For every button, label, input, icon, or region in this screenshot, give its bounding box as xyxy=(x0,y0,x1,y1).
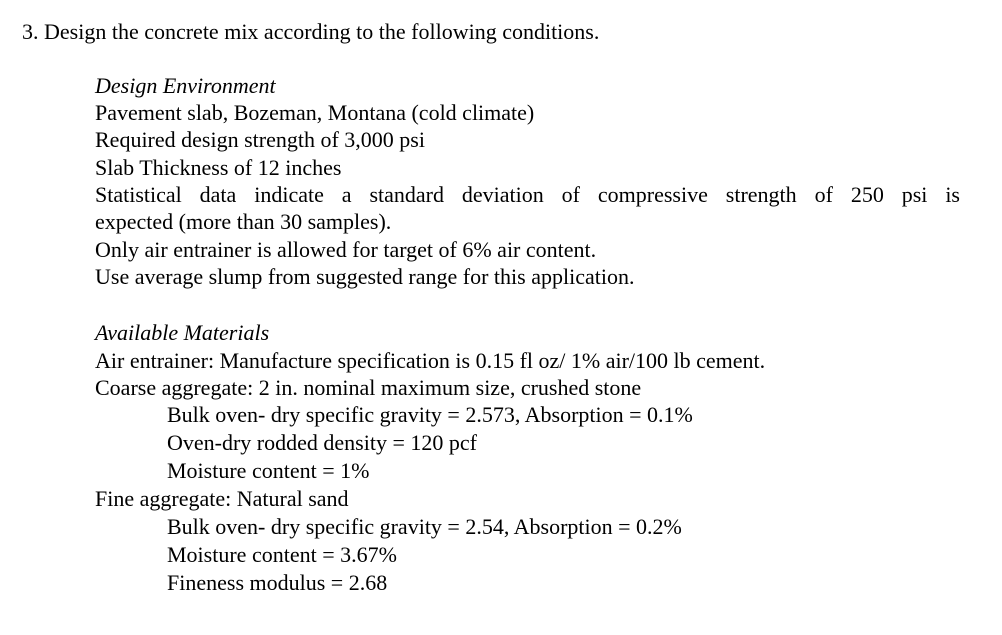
design-line-air: Only air entrainer is allowed for target of 6% air content. xyxy=(95,237,597,262)
statistics-word: Statistical xyxy=(95,182,182,207)
coarse-specific-gravity: Bulk oven- dry specific gravity = 2.573, Absorption = 0.1% xyxy=(167,402,693,427)
design-line-statistics xyxy=(95,181,960,208)
statistics-word: standard xyxy=(369,182,444,207)
statistics-word: 250 xyxy=(850,182,884,207)
statistics-word: a xyxy=(341,182,352,207)
fine-fineness-modulus: Fineness modulus = 2.68 xyxy=(167,570,388,595)
air-entrainer-line: Air entrainer: Manufacture specification is 0.15 fl oz/ 1% air/100 lb cement. xyxy=(95,348,766,373)
statistics-word: of xyxy=(814,182,833,207)
design-line-location: Pavement slab, Bozeman, Montana (cold climate) xyxy=(95,100,535,125)
statistics-word: of xyxy=(561,182,580,207)
statistics-word: strength xyxy=(725,182,797,207)
fine-specific-gravity: Bulk oven- dry specific gravity = 2.54, Absorption = 0.2% xyxy=(167,514,682,539)
design-line-strength: Required design strength of 3,000 psi xyxy=(95,127,425,152)
statistics-word: data xyxy=(199,182,237,207)
statistics-word: deviation xyxy=(461,182,544,207)
question-number: 3. xyxy=(22,19,39,44)
design-line-slump: Use average slump from suggested range for this application. xyxy=(95,264,635,289)
fine-moisture-content: Moisture content = 3.67% xyxy=(167,542,397,567)
design-line-thickness: Slab Thickness of 12 inches xyxy=(95,155,342,180)
coarse-rodded-density: Oven-dry rodded density = 120 pcf xyxy=(167,430,477,455)
design-line-samples: expected (more than 30 samples). xyxy=(95,209,392,234)
design-environment-heading: Design Environment xyxy=(95,73,276,98)
available-materials-heading: Available Materials xyxy=(95,320,270,345)
statistics-word: indicate xyxy=(254,182,324,207)
coarse-moisture-content: Moisture content = 1% xyxy=(167,458,370,483)
question-text: Design the concrete mix according to the following conditions. xyxy=(44,19,600,44)
coarse-aggregate-title: Coarse aggregate: 2 in. nominal maximum size, crushed stone xyxy=(95,375,642,400)
fine-aggregate-title: Fine aggregate: Natural sand xyxy=(95,486,349,511)
statistics-word: compressive xyxy=(597,182,708,207)
question-line xyxy=(22,18,599,45)
statistics-word: is xyxy=(945,182,960,207)
statistics-word: psi xyxy=(901,182,928,207)
